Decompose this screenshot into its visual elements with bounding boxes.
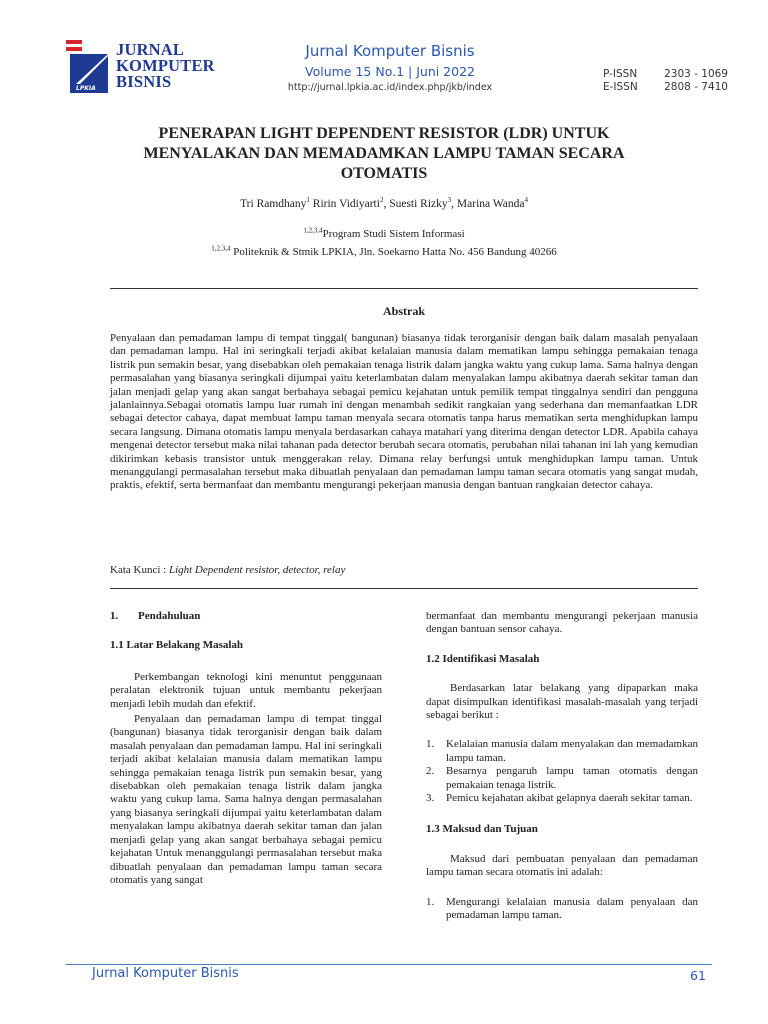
header-volume: Volume 15 No.1 | Juni 2022 — [305, 64, 475, 79]
author-sup: 4 — [524, 196, 528, 205]
list-item — [426, 738, 698, 765]
list-item — [426, 896, 698, 923]
pissn-label: P-ISSN — [603, 68, 638, 80]
section-title: Pendahuluan — [138, 610, 201, 622]
paper-title-line-3: OTOMATIS — [340, 165, 428, 182]
author-sup: 2 — [379, 196, 384, 205]
logo-badge: LPKIA — [76, 85, 96, 92]
paragraph: Berdasarkan latar belakang yang dipaparkan maka dapat disimpulkan identifikasi masalah-masalah yang terjadi sebagai berikut : — [426, 682, 698, 722]
list-item-number: 2. — [426, 765, 435, 778]
paragraph: Perkembangan teknologi kini menuntut penggunaan peralatan elektronik tujuan untuk membantu pekerjaan menjadi lebih mudah dan efektif. — [110, 670, 382, 710]
affiliation-2 — [100, 246, 668, 258]
affiliation-2-sup: 1,2,3,4 — [211, 244, 231, 253]
header-journal-name: Jurnal Komputer Bisnis — [305, 42, 475, 60]
footer-page-number: 61 — [690, 968, 706, 983]
list-item-text: Kelalaian manusia dalam menyalakan dan memadamkan lampu taman. — [446, 738, 698, 764]
author-name: Suesti Rizky — [389, 198, 448, 210]
paper-title-line-2: MENYALAKAN DAN MEMADAMKAN LAMPU TAMAN SECARA — [143, 145, 625, 162]
pissn-row — [603, 68, 728, 81]
divider-top — [110, 288, 698, 289]
subsection-heading-1-2: 1.2 Identifikasi Masalah — [426, 652, 540, 665]
author-name: Ririn Vidiyarti — [312, 198, 380, 210]
author-name: Marina Wanda — [456, 198, 525, 210]
footer-journal-name: Jurnal Komputer Bisnis — [92, 966, 239, 981]
affiliation-1-sup: 1,2,3,4 — [303, 226, 323, 235]
right-column — [426, 610, 698, 923]
abstract-text: Penyalaan dan pemadaman lampu di tempat tinggal( bangunan) biasanya tidak terorganisir dengan baik dalam masalah penyalaan dan pemadaman lampu. Hal ini seringkali terjadi akibat kelalaian manusia dalam mematikan lampu sehingga pemakaian tenaga listrik pun semakin besar, yang disebabkan oleh pemakaian tenaga listrik dalam jangka waktu yang cukup lama. Sama halnya dengan permasalahan yang biasanya seringkali dijumpai yaitu keterlambatan dalam menyalakan lampu akibatnya daerah sekitar taman dan jalan menjadi gelap yang akan sangat berbahaya sebagai pemicu kejahatan untuk pemilik tempat tinggalnya sendiri dan pengguna jalanlainnya.Sebagai otomatis lampu luar rumah ini dengan menambah sedikit rangkaian yang sederhana dan memanfaatkan LDR sebagai detector cahaya, dapat membuat lampu taman menyala secara otomatis tanpa harus mematikan serta menghidupkan lampu secara langsung. Dimana otomatis lampu menyala berdasarkan cahaya matahari yang diterima dengan detector LDR. Apabila cahaya mengenai detector tersebut maka nilai tahanan pada detector berubah secara otomatis, perubahan nilai tahanan ini lah yang kemudian dikirimkan kebasis transistor untuk menggerakan relay. Dimana relay berfungsi untuk menghidupkan lampu taman. Untuk menanggulangi permasalahan tersebut maka dibuatlah penyalaan dan pemadaman lampu taman secara otomatis yang sangat mudah, praktis, efektif, serta bermanfaat dan membantu mengurangi pekerjaan manusia dengan bantuan rangkaian detector cahaya. — [110, 332, 698, 492]
logo-text-line-3: BISNIS — [116, 72, 172, 91]
keywords-value: Light Dependent resistor, detector, relay — [168, 564, 346, 576]
author-sup: 1 — [306, 196, 310, 205]
pissn-value: 2303 - 1069 — [664, 68, 728, 80]
paper-authors: Tri Ramdhany$^1$ Ririn Vidiyarti$^2$, Suesti Rizky$^3$, Marina Wanda$^4$ — [240, 196, 528, 210]
list-item-text: Pemicu kejahatan akibat gelapnya daerah sekitar taman. — [446, 792, 693, 805]
section-heading — [110, 610, 382, 623]
keywords-label: Kata Kunci : — [110, 564, 169, 576]
logo-text-line-2: KOMPUTER — [116, 56, 215, 75]
logo-text — [116, 42, 215, 90]
header-center — [240, 42, 540, 93]
list-item-number: 3. — [426, 792, 435, 805]
list-item — [426, 792, 698, 805]
footer-divider — [66, 964, 712, 965]
author-sup: 3 — [447, 196, 452, 205]
author-name: Tri Ramdhany — [240, 198, 307, 210]
header-url-link[interactable]: http://jurnal.lpkia.ac.id/index.php/jkb/index — [287, 82, 493, 93]
abstract-heading: Abstrak — [382, 304, 425, 318]
paper-title — [100, 124, 668, 184]
affiliation-1 — [100, 228, 668, 240]
list-item-number: 1. — [426, 895, 435, 908]
subsection-heading-1-3: 1.3 Maksud dan Tujuan — [426, 823, 538, 836]
eissn-value: 2808 - 7410 — [664, 81, 728, 93]
left-column — [110, 610, 382, 887]
paragraph: Penyalaan dan pemadaman lampu di tempat tinggal (bangunan) biasanya tidak terorganisir dengan baik dalam masalah penyalaan dan pemadaman lampu. Hal ini seringkali terjadi akibat kelalaian manusia dalam mematikan lampu sehingga pemakaian tenaga listrik pun semakin besar, yang disebabkan oleh pemakaian tenaga listrik dalam jangka waktu yang cukup lama. Sama halnya dengan permasalahan yang biasanya seringkali dijumpai yaitu keterlambatan dalam menyalakan lampu akibatnya daerah sekitar taman dan jalan menjadi gelap yang akan sangat berbahaya sebagai pemicu kejahatan Untuk menanggulangi permasalahan tersebut maka dibuatlah penyalaan dan pemadaman lampu taman secara otomatis yang sangat — [110, 713, 382, 886]
section-number: 1. — [110, 610, 119, 622]
list-item-text: Besarnya pengaruh lampu taman otomatis dengan pemakaian tenaga listrik. — [446, 765, 698, 791]
keywords — [110, 564, 345, 576]
problem-list — [426, 738, 698, 805]
list-item-number: 1. — [426, 738, 435, 751]
paragraph: Maksud dari pembuatan penyalaan dan pemadaman lampu taman secara otomatis ini adalah: — [426, 852, 698, 879]
divider-bottom — [110, 588, 698, 589]
list-item — [426, 765, 698, 792]
journal-logo — [66, 40, 226, 96]
affiliation-1-text: Program Studi Sistem Informasi — [322, 228, 465, 240]
eissn-label: E-ISSN — [603, 81, 638, 93]
objective-list — [426, 896, 698, 923]
paper-title-line-1: PENERAPAN LIGHT DEPENDENT RESISTOR (LDR) UNTUK — [158, 125, 610, 142]
eissn-row — [603, 81, 728, 94]
affiliation-2-text: Politeknik & Stmik LPKIA, Jln. Soekarno Hatta No. 456 Bandung 40266 — [233, 246, 557, 258]
header-issn — [603, 68, 728, 94]
paragraph: bermanfaat dan membantu mengurangi pekerjaan manusia dengan bantuan sensor cahaya. — [426, 610, 698, 636]
subsection-heading-1-1: 1.1 Latar Belakang Masalah — [110, 639, 244, 652]
logo-text-line-1: JURNAL — [116, 40, 185, 59]
list-item-text: Mengurangi kelalaian manusia dalam penyalaan dan pemadaman lampu taman. — [446, 895, 698, 922]
